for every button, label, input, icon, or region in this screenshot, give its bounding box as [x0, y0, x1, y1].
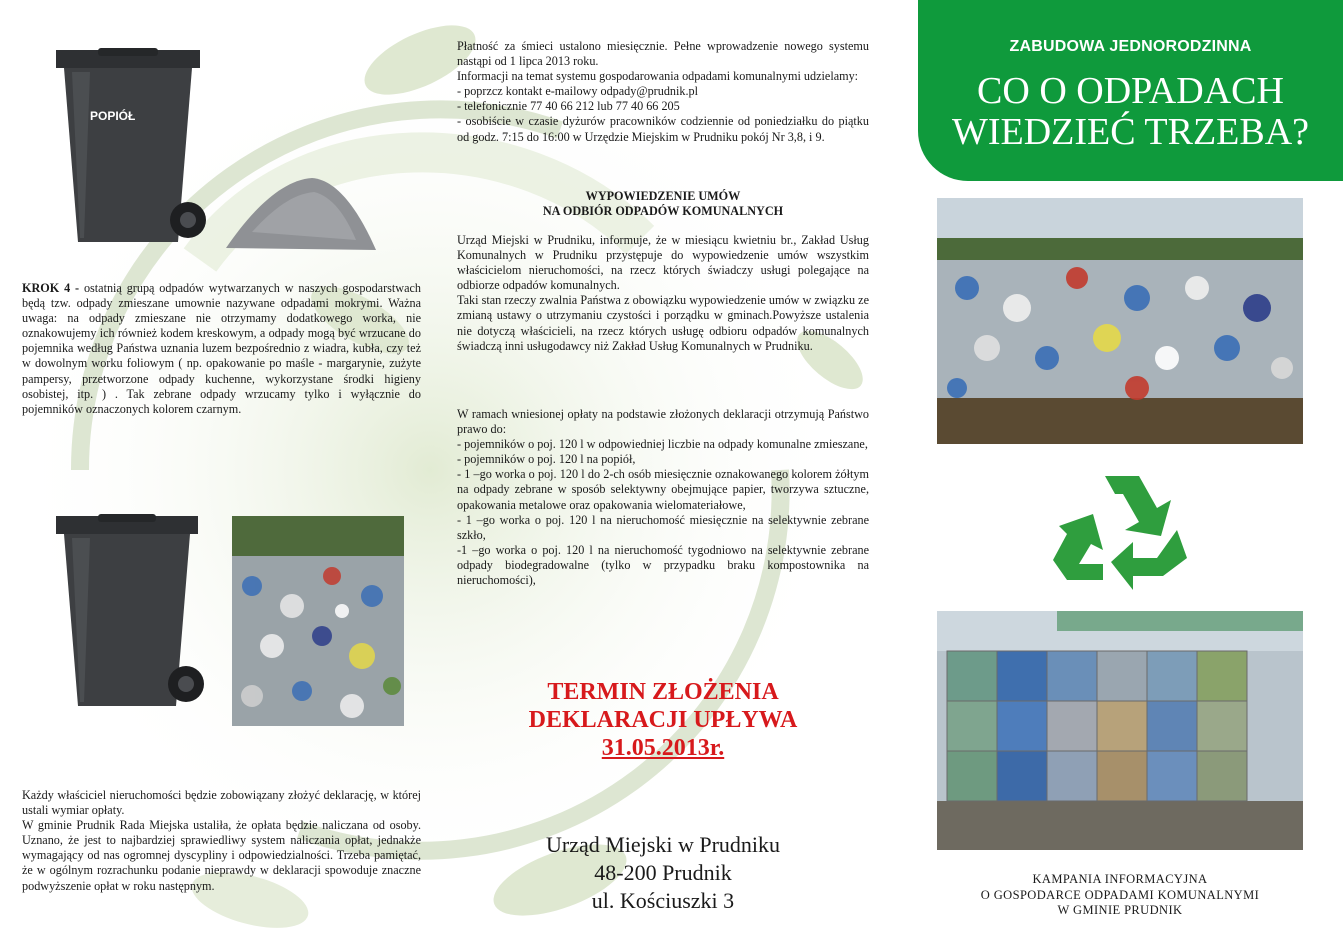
rights-item: - 1 –go worka o poj. 120 l na nieruchomość miesięcznie na selektywnie zebrane szkło,: [457, 512, 869, 542]
office-address: [457, 831, 869, 915]
address-line3: ul. Kościuszki 3: [591, 888, 735, 913]
contact-phone: - telefonicznie 77 40 66 212 lub 77 40 66 205: [457, 99, 680, 114]
contact-in-person: - osobiście w czasie dyżurów pracowników codziennie od poniedziałku do piątku od godz. 7:15 do 16:00 w Urzędzie Miejskim w Prudniku pokój Nr 3,8, i 9.: [457, 114, 869, 144]
payment-paragraph-1: Płatność za śmieci ustalono miesięcznie. Pełne wprowadzenie nowego systemu nastąpi od 1 lipca 2013 roku.: [457, 39, 869, 69]
cover-title-line1: CO O ODPADACH: [977, 70, 1284, 112]
cover-subtitle: ZABUDOWA JEDNORODZINNA: [1009, 38, 1252, 55]
termination-paragraph-1: Urząd Miejski w Prudniku, informuje, że w miesiącu kwietniu br., Zakład Usług Komunalnych w Prudniku przystępuje do wypowiedzenie umów wszystkim właścicielom nieruchomości, na rzecz których świadczy usługi polegające na odbiorze odpadów komunalnych.: [457, 233, 869, 293]
step4-paragraph: [22, 281, 421, 417]
address-line2: 48-200 Prudnik: [594, 860, 732, 885]
ash-pile: [222, 170, 380, 254]
mixed-waste-bin: [50, 508, 204, 726]
step4-prefix: KROK 4 -: [22, 281, 80, 295]
termination-title-line1: WYPOWIEDZENIE UMÓW: [585, 189, 741, 203]
landfill-photo: [937, 198, 1303, 444]
rights-item: - pojemników o poj. 120 l na popiół,: [457, 452, 636, 467]
campaign-note: [937, 872, 1303, 919]
campaign-line3: W GMINIE PRUDNIK: [1057, 903, 1183, 917]
owner-paragraph-1: Każdy właściciel nieruchomości będzie zobowiązany złożyć deklarację, w której ustali wymiar opłaty.: [22, 788, 421, 818]
address-line1: Urząd Miejski w Prudniku: [545, 832, 781, 857]
payment-paragraph-2: Informacji na temat systemu gospodarowania odpadami komunalnymi udzielamy:: [457, 69, 859, 84]
campaign-line2: O GOSPODARCE ODPADAMI KOMUNALNYMI: [980, 887, 1260, 902]
owner-paragraph-2: W gminie Prudnik Rada Miejska ustaliła, że opłata będzie naliczana od osoby. Uznano, że jest to najbardziej sprawiedliwy system naliczania opłat, jednakże wymagający od nas ogromnej dyscypliny i odpowiedzialności. Trzeba pamiętać, że w ogólnym rozrachunku podanie nieprawdy w deklaracji spowoduje znaczne podwyższenie opłat w roku następnym.: [22, 818, 421, 893]
deadline-notice: [457, 678, 869, 762]
rights-intro: W ramach wniesionej opłaty na podstawie złożonych deklaracji otrzymują Państwo prawo do:: [457, 407, 869, 437]
termination-title: [457, 189, 869, 218]
ash-bin: [50, 42, 206, 264]
deadline-line2: DEKLARACJI UPŁYWA: [528, 707, 798, 733]
deadline-line1: TERMIN ZŁOŻENIA: [547, 679, 779, 705]
termination-paragraph-2: Taki stan rzeczy zwalnia Państwa z obowiązku wypowiedzenie umów w związku ze zmianą ustawy o utrzymaniu czystości i porządku w gminach.Powyższe ustalenia nie dotyczą właścicieli, na rzecz których usługę odbioru odpadów komunalnych świadczą inni usługodawcy niż Zakład Usług Komunalnych w Prudniku.: [457, 293, 869, 353]
svg-text:POPIÓŁ: POPIÓŁ: [90, 109, 136, 123]
termination-section: [457, 233, 869, 354]
rights-item: -1 –go worka o poj. 120 l na nieruchomość tygodniowo na selektywnie zebrane odpady biodegradowalne (tylko w przypadku braku kompostownika na nieruchomości),: [457, 542, 869, 588]
landfill-photo-small: [232, 516, 404, 726]
rights-item: - pojemników o poj. 120 l w odpowiedniej liczbie na odpady komunalne zmieszane,: [457, 437, 868, 452]
recycle-icon: [1053, 468, 1191, 592]
cover-title: [918, 71, 1343, 153]
owner-section: [22, 788, 421, 894]
rights-item: - 1 –go worka o poj. 120 l do 2-ch osób miesięcznie oznakowanego kolorem żółtym na odpady zebrane w sposób selektywny obejmujące papier, tworzywa sztuczne, opakowania metalowe oraz opakowania wielomateriałowe,: [457, 467, 869, 512]
rights-section: [457, 407, 869, 588]
payment-section: [457, 39, 869, 145]
step4-text: ostatnią grupą odpadów wytwarzanych w naszych gospodarstwach będą tzw. odpady zmieszane umownie nazywane odpadami mokrymi. Ważna uwaga: na odpady zmieszane nie otrzymamy dodatkowego worka, nie oznakowujemy ich również kodem kreskowym, a odpady mogą być wrzucane do pojemnika według Państwa uznania luzem bezpośrednio z wiadra, kubła, czy też w dowolnym worku foliowym ( np. opakowanie po maśle - margarynie, zużyte pampersy, przetworzone odpady kuchenne, wykorzystane środki higieny osobistej, itp. ) . Tak zebrane odpady wrzucamy tylko i wyłącznie do pojemników oznaczonych kolorem czarnym.: [22, 281, 421, 416]
campaign-line1: KAMPANIA INFORMACYJNA: [1032, 872, 1208, 886]
contact-email: - poprzcz kontakt e-mailowy odpady@prudnik.pl: [457, 84, 699, 99]
deadline-date: 31.05.2013r.: [601, 735, 725, 761]
recycling-bales-photo: [937, 611, 1303, 850]
termination-title-line2: NA ODBIÓR ODPADÓW KOMUNALNYCH: [542, 203, 784, 218]
cover-header: [918, 0, 1343, 181]
cover-title-line2: WIEDZIEĆ TRZEBA?: [951, 111, 1310, 153]
